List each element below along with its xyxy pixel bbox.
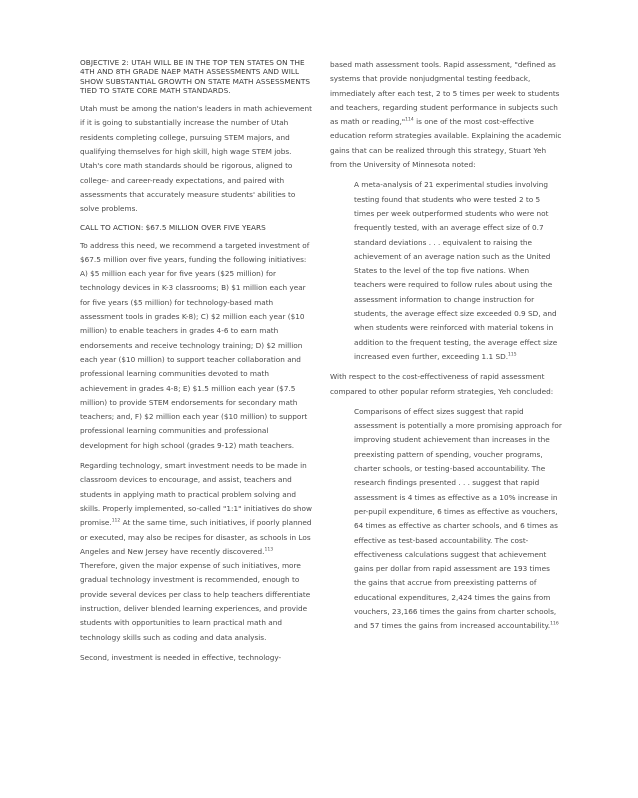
second-investment-paragraph: Second, investment is needed in effective, technology- [80,652,282,662]
quote-text-2: Comparisons of effect sizes suggest that rapid assessment is potentially a more promising approach for improving student achievement than increases in the preexisting pattern of spending, voucher programs, charter schools, or testing-based accountability. The research findings presented . . . suggest that rapid assessment is 4 times as effective as a 10% increase in per-pupil expenditure, 6 times as effective as vouchers, 64 times as effective as charter schools, and 6 times as effective as test-based accountability. The cost-effectiveness calculations suggest that achievement gains per dollar from rapid assessment are 193 times the gains that accrue from preexisting patterns of educational expenditures, 2,424 times the gains from vouchers, 23,166 times the gains from charter schools, and 57 times the gains from increased accountability. [354,406,562,631]
block-quote-meta-analysis [354,178,562,364]
cost-effectiveness-paragraph: With respect to the cost-effectiveness of rapid assessment compared to other popular reform strategies, Yeh concluded: [330,372,554,396]
technology-text-2: At the same time, such initiatives, if poorly planned or executed, may also be recipes for disaster, as schools in Los Angeles and New Jersey have recently discovered. [80,518,312,556]
technology-text-3: Therefore, given the major expense of such initiatives, more gradual technology investment is recommended, enough to provide several devices per class to help teachers differentiate instruction, deliver blended learning experiences, and provide students with opportunities to learn practical math and technology skills such as coding and data analysis. [80,561,311,642]
right-column [330,58,562,640]
intro-paragraph: Utah must be among the nation's leaders in math achievement if it is going to substantially increase the number of Utah residents completing college, pursuing STEM majors, and qualifying themselves for high skill, high wage STEM jobs. Utah's core math standards should be rigorous, aligned to college- and career-ready expectations, and paired with assessments that accurately measure students' abilities to solve problems. [80,104,312,214]
footnote-ref-112: 112 [111,518,121,524]
technology-text-1: Regarding technology, smart investment needs to be made in classroom devices to encourage, and assist, teachers and students in applying math to practical problem solving and skills. Properly implemented, so-called "1:1" initiatives do show promise. [80,461,312,528]
quote-text-1: A meta-analysis of 21 experimental studies involving testing found that students who were tested 2 to 5 times per week outperformed students who were not frequently tested, with an average effect size of 0.7 standard deviations . . . equivalent to raising the achievement of an average nation such as the United States to the level of the top five nations. When teachers were required to follow rules about using the assessment information to change instruction for students, the average effect size exceeded 0.9 SD, and when students were reinforced with material tokens in addition to the frequent testing, the average effect size increased even further, exceeding 1.1 SD. [354,180,558,361]
footnote-ref-114: 114 [405,117,414,123]
call-to-action-heading: CALL TO ACTION: $67.5 MILLION OVER FIVE YEARS [80,222,266,232]
assessment-text-1: based math assessment tools. Rapid assessment, "defined as systems that provide nonjudgmental testing feedback, immediately after each test, 2 to 5 times per week to students and teachers, regarding student performance in subjects such as math or reading," [330,60,560,127]
recommendation-paragraph: To address this need, we recommend a targeted investment of $67.5 million over five years, funding the following initiatives: A) $5 million each year for five years ($25 million) for technology devices in K-3 classrooms; B) $1 million each year for five years ($5 million) for technology-based math assessment tools in grades K-8); C) $2 million each year ($10 million) to enable teachers in grades 4-6 to earn math endorsements and receive technology training; D) $2 million each year ($10 million) to support teacher collaboration and professional learning communities devoted to math achievement in grades 4-8; E) $1.5 million each year ($7.5 million) to provide STEM endorsements for secondary math teachers; and, F) $2 million each year ($10 million) to support professional learning communities and professional development for high school (grades 9-12) math teachers. [80,240,310,450]
assessment-text-2: is one of the most cost-effective education reform strategies available. Explaining the academic gains that can be realized through this strategy, Stuart Yeh from the University of Minnesota noted: [330,117,562,170]
objective-heading: OBJECTIVE 2: UTAH WILL BE IN THE TOP TEN STATES ON THE 4TH AND 8TH GRADE NAEP MATH ASSESSMENTS AND WILL SHOW SUBSTANTIAL GROWTH ON STATE MATH ASSESSMENTS TIED TO STATE CORE MATH STANDARDS. [80,58,311,95]
assessment-paragraph [330,58,562,172]
footnote-ref-115: 115 [508,352,517,358]
left-column [80,58,312,671]
footnote-ref-116: 116 [550,621,559,627]
footnote-ref-113: 113 [264,547,274,553]
technology-paragraph [80,459,312,645]
block-quote-comparisons [354,405,562,634]
